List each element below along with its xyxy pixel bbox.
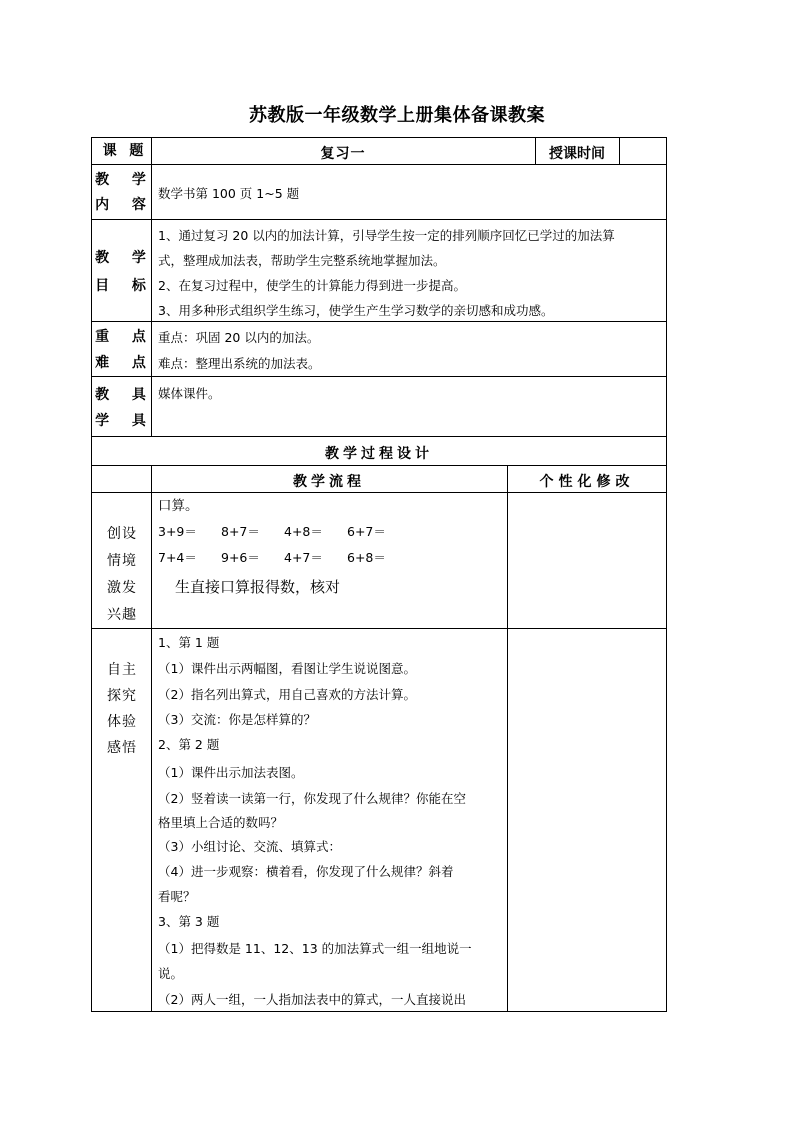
section2-line: 说。	[158, 966, 184, 981]
content-label-line1: 教 学	[95, 172, 155, 188]
content-label-line2: 内 容	[95, 197, 155, 213]
oral-calc-item: 7+4＝	[158, 550, 197, 565]
row-divider	[91, 321, 667, 322]
modify-heading: 个性化修改	[539, 474, 635, 490]
section2-line: 1、第 1 题	[158, 635, 220, 650]
goal-line: 1、通过复习 20 以内的加法计算，引导学生按一定的排列顺序回忆已学过的加法算	[158, 228, 615, 243]
section2-line: 3、第 3 题	[158, 914, 220, 929]
goal-line: 3、用多种形式组织学生练习，使学生产生学习数学的亲切感和成功感。	[158, 303, 554, 318]
tools-label-line2: 学 具	[95, 413, 155, 429]
column-divider	[619, 137, 620, 164]
oral-calc-note: 生直接口算报得数，核对	[175, 578, 341, 596]
section2-label: 感悟	[107, 740, 137, 756]
key-label-line1: 重 点	[95, 329, 155, 345]
goal-line: 2、在复习过程中，使学生的计算能力得到进一步提高。	[158, 278, 466, 293]
section1-label: 创设	[107, 526, 137, 542]
row-divider	[91, 219, 667, 220]
oral-calc-item: 6+8＝	[347, 550, 386, 565]
section2-line: 2、第 2 题	[158, 737, 220, 752]
section2-label: 探究	[107, 688, 137, 704]
section2-line: （2）指名列出算式，用自己喜欢的方法计算。	[158, 687, 416, 702]
goals-label-line2: 目 标	[95, 278, 155, 294]
section1-label: 兴趣	[107, 607, 137, 623]
section2-line: 看呢？	[158, 889, 196, 904]
page-title: 苏教版一年级数学上册集体备课教案	[249, 105, 545, 126]
section2-line: （1）课件出示加法表图。	[158, 765, 304, 780]
time-label: 授课时间	[549, 146, 605, 162]
row-divider	[91, 164, 667, 165]
key-label-line2: 难 点	[95, 355, 155, 371]
section2-line: （2）竖着读一读第一行，你发现了什么规律？你能在空	[158, 791, 466, 806]
oral-calc-intro: 口算。	[158, 498, 199, 514]
flow-heading: 教学流程	[293, 474, 365, 490]
row-divider	[91, 376, 667, 377]
row-divider	[91, 436, 667, 437]
column-divider	[507, 465, 508, 1012]
section2-line: （4）进一步观察：横着看，你发现了什么规律？斜着	[158, 864, 454, 879]
content-text: 数学书第 100 页 1~5 题	[158, 186, 300, 201]
section2-line: 格里填上合适的数吗？	[158, 815, 284, 830]
goal-line: 式，整理成加法表，帮助学生完整系统地掌握加法。	[158, 253, 446, 268]
section2-line: （1）把得数是 11、12、13 的加法算式一组一组地说一	[158, 941, 472, 956]
section2-line: （1）课件出示两幅图，看图让学生说说图意。	[158, 661, 416, 676]
section2-line: （2）两人一组，一人指加法表中的算式，一人直接说出	[158, 992, 466, 1007]
section2-line: （3）交流：你是怎样算的？	[158, 712, 316, 727]
tools-text: 媒体课件。	[158, 386, 221, 401]
section2-label: 自主	[107, 662, 137, 678]
oral-calc-item: 8+7＝	[221, 524, 260, 539]
section2-label: 体验	[107, 714, 137, 730]
oral-calc-item: 3+9＝	[158, 524, 197, 539]
tools-label-line1: 教 具	[95, 387, 155, 403]
oral-calc-item: 4+7＝	[284, 550, 323, 565]
oral-calc-item: 6+7＝	[347, 524, 386, 539]
row-divider	[91, 465, 667, 466]
topic-value: 复习一	[320, 146, 366, 162]
key-point-line: 重点：巩固 20 以内的加法。	[158, 330, 320, 345]
section1-label: 情境	[107, 553, 137, 569]
row-divider	[91, 628, 667, 629]
section2-line: （3）小组讨论、交流、填算式：	[158, 839, 341, 854]
section1-label: 激发	[107, 580, 137, 596]
topic-label: 课 题	[102, 143, 148, 159]
row-divider	[91, 492, 667, 493]
goals-label-line1: 教 学	[95, 250, 155, 266]
oral-calc-item: 4+8＝	[284, 524, 323, 539]
oral-calc-item: 9+6＝	[221, 550, 260, 565]
design-heading: 教学过程设计	[325, 446, 433, 462]
key-point-line: 难点：整理出系统的加法表。	[158, 356, 321, 371]
